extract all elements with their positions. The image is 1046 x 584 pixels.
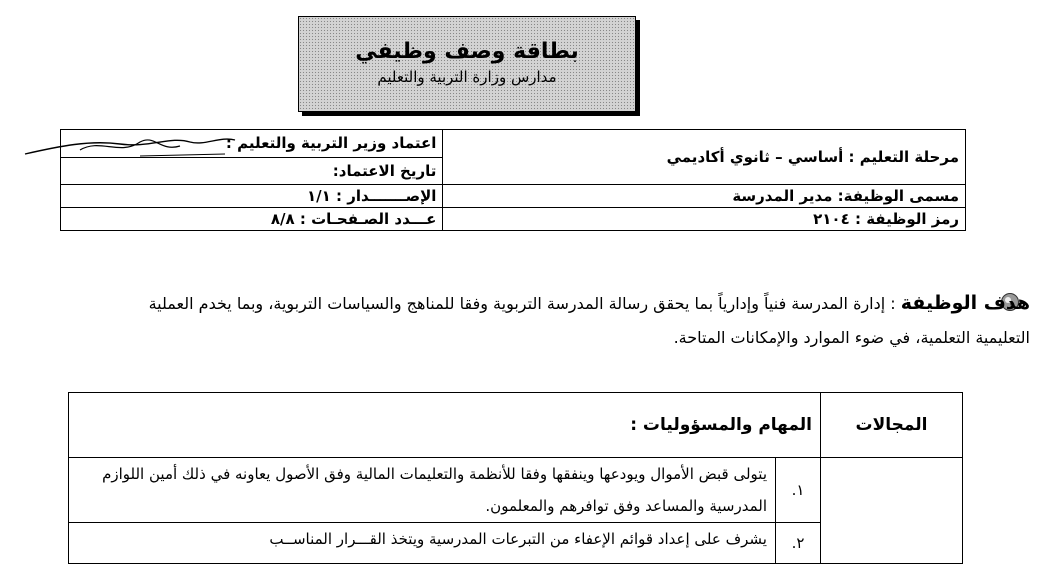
tasks-header: المهام والمسؤوليات :: [69, 393, 821, 458]
task-text: يتولى قبض الأموال ويودعها وينفقها وفقا للأنظمة والتعليمات المالية وفق الأصول يعاونه في ذلك أمين اللوازم المدرسية والمساعد وفق توافرهم والمعلمون.: [69, 458, 776, 523]
version: الإصـــــــدار : ١/١: [61, 185, 443, 208]
job-goal-label: هدف الوظيفة: [900, 292, 1030, 314]
job-title: مسمى الوظيفة: مدير المدرسة: [443, 185, 966, 208]
minister-approval: اعتماد وزير التربية والتعليم :: [61, 130, 443, 158]
document-title-box: [298, 16, 636, 112]
table-row: [69, 458, 963, 523]
document-subtitle: مدارس وزارة التربية والتعليم: [377, 68, 557, 86]
approval-date: تاريخ الاعتماد:: [61, 157, 443, 185]
task-number: ٢.: [776, 523, 821, 564]
task-number: ١.: [776, 458, 821, 523]
signature-icon: [20, 128, 240, 162]
page-count: عـــدد الصـفحـات : ٨/٨: [61, 208, 443, 231]
education-stage: مرحلة التعليم : أساسي – ثانوي أكاديمي: [443, 130, 966, 185]
task-text: يشرف على إعداد قوائم الإعفاء من التبرعات المدرسية ويتخذ القـــرار المناســب: [69, 523, 776, 564]
job-code: رمز الوظيفة : ٢١٠٤: [443, 208, 966, 231]
job-goal-paragraph: [100, 286, 1030, 355]
job-goal-text: : إدارة المدرسة فنياً وإدارياً بما يحقق رسالة المدرسة التربوية وفقا للمناهج والسياسات التربوية، وبما يخدم العملية التعليمية التعلمية، في ضوء الموارد والإمكانات المتاحة.: [148, 294, 1030, 347]
domains-header: المجالات: [821, 393, 963, 458]
domain-cell: [821, 458, 963, 564]
tasks-table: [68, 392, 963, 564]
document-title: بطاقة وصف وظيفي: [355, 39, 579, 64]
